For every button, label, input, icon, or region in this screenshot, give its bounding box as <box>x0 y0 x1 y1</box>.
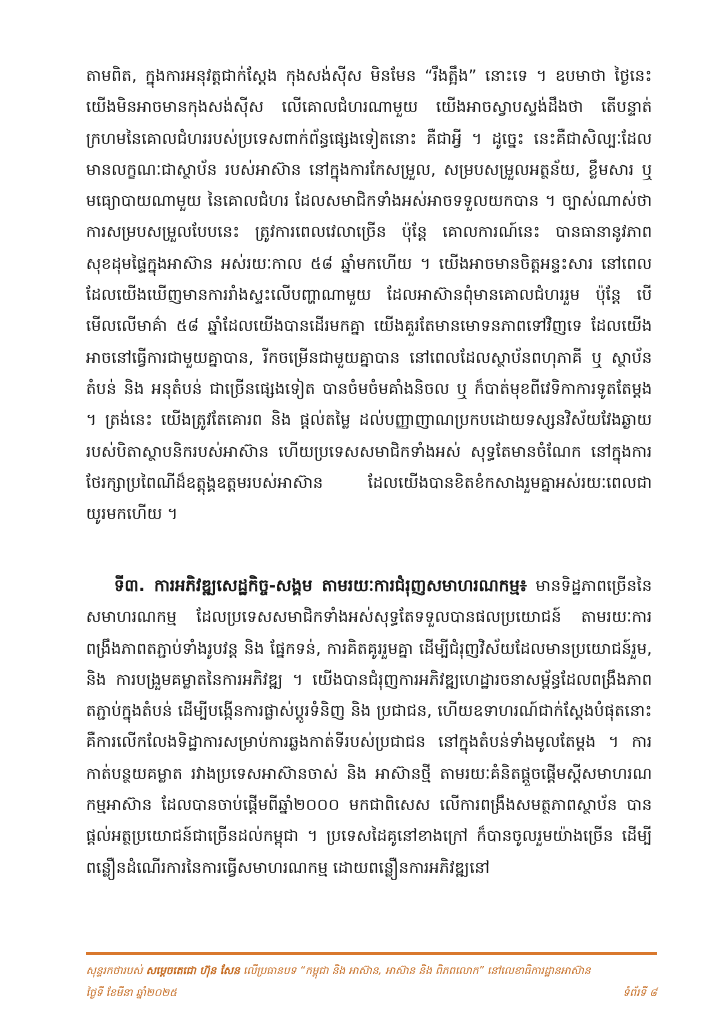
footer-speaker-name: សម្តេចតេជោ ហ៊ុន សែន <box>146 965 240 977</box>
footer-speech-info <box>86 963 657 979</box>
footer-divider <box>86 952 657 955</box>
footer-topic: លើប្រធានបទ “កម្ពុជា និង អាស៊ាន, អាស៊ាន និង ពិភពលោក” នៅលេខាធិការដ្ឋានអាស៊ាន <box>239 965 591 977</box>
page-number: ទំព័រទី ៨ <box>622 987 657 999</box>
footer-prefix: សុន្ទរកថារបស់ <box>86 965 146 977</box>
body-paragraph-1: តាមពិត, ក្នុងការអនុវត្តជាក់ស្តែង កុងសង់ស៊ីស មិនមែន “រឹងត្អឹង” នោះទេ ។ ឧបមាថា ថ្ងៃនេះ យើងមិនអាចមានកុងសង់ស៊ីស លើគោលជំហរណាមួយ យើងអាចស្វាបស្ទង់ដឹងថា តើបន្ទាត់ក្រហមនៃគោលជំហររបស់ប្រទេសពាក់ព័ន្ធផ្សេងទៀតនោះ គឺជាអ្វី ។ ដូច្នេះ នេះគឺជាសិល្បៈដែលមានលក្ខណៈជាស្ថាប័ន របស់អាស៊ាន នៅក្នុងការកែសម្រួល, សម្របសម្រួលអត្ថន័យ, ខ្លឹមសារ ឬមធ្យោបាយណាមួយ នៃគោលជំហរ ដែលសមាជិកទាំងអស់អាចទទួលយកបាន ។ ច្បាស់ណាស់ថា ការសម្របសម្រួលបែបនេះ ត្រូវការពេលវេលាច្រើន ប៉ុន្តែ គោលការណ៍នេះ បានធានានូវភាពសុខដុមផ្ទៃក្នុងអាស៊ាន អស់រយៈកាល ៥៨ ឆ្នាំមកហើយ ។ យើងអាចមានចិត្តអន្ទះសារ នៅពេលដែលយើងឃើញមានការរាំងស្ទះលើបញ្ហាណាមួយ ដែលអាស៊ានពុំមានគោលជំហររួម ប៉ុន្តែ បើមើលលើមាគ៌ា ៥៨ ឆ្នាំដែលយើងបានដើរមកគ្នា យើងគួរតែមានមោទនភាពទៅវិញទេ ដែលយើងអាចនៅធ្វើការជាមួយគ្នាបាន, រីកចម្រើនជាមួយគ្នាបាន នៅពេលដែលស្ថាប័នពហុភាគី ឬ ស្ថាប័នតំបន់ និង អនុតំបន់ ជាច្រើនផ្សេងទៀត បានចំមចំមគាំងនិចល ឬ ក៏បាត់មុខពីវេទិកាការទូតតែម្តង ។ ត្រង់នេះ យើងត្រូវតែគោរព និង ផ្តល់តម្លៃ ដល់បញ្ញាញាណប្រកបដោយទស្សនវិស័យវែងឆ្ងាយរបស់បិតាស្ថាបនិករបស់អាស៊ាន ហើយប្រទេសសមាជិកទាំងអស់ សុទ្ធតែមានចំណែក នៅក្នុងការថែរក្សាប្រពៃណីដ៏ឧត្តុង្គឧត្តមរបស់អាស៊ាន ដែលយើងបានខិតខំកសាងរួមគ្នាអស់រយៈពេលជាយូរមកហើយ ។ <box>86 66 652 524</box>
section-heading-3: ទី៣. ការអភិវឌ្ឍសេដ្ឋកិច្ច-សង្គម តាមរយៈការជំរុញសមាហរណកម្ម៖ <box>114 576 527 595</box>
section-body-text: មានទិដ្ឋភាពច្រើននៃសមាហរណកម្ម ដែលប្រទេសសមាជិកទាំងអស់សុទ្ធតែទទួលបានផលប្រយោជន៍ តាមរយៈការពង្រឹងភាពតភ្ជាប់ទាំងរូបវន្ត និង ផ្នែកទន់, ការគិតគូររួមគ្នា ដើម្បីជំរុញវិស័យដែលមានប្រយោជន៍រួម, និង ការបង្រួមគម្លាតនៃការអភិវឌ្ឍ ។ យើងបានជំរុញការអភិវឌ្ឍហេដ្ឋារចនាសម្ព័ន្ធដែលពង្រឹងភាពតភ្ជាប់ក្នុងតំបន់ ដើម្បីបង្កើនការផ្លាស់ប្តូរទំនិញ និង ប្រជាជន, ហើយឧទាហរណ៍ជាក់ស្តែងបំផុតនោះ គឺការលើកលែងទិដ្ឋាការសម្រាប់ការឆ្លងកាត់ទីរបស់ប្រជាជន នៅក្នុងតំបន់ទាំងមូលតែម្តង ។ ការកាត់បន្ថយគម្លាត រវាងប្រទេសអាស៊ានចាស់ និង អាស៊ានថ្មី តាមរយៈគំនិតផ្តួចផ្តើមស្តីសមាហរណកម្មអាស៊ាន ដែលបានចាប់ផ្តើមពីឆ្នាំ២០០០ មកជាពិសេស លើការពង្រឹងសមត្ថភាពស្ថាប័ន បានផ្តល់អត្ថប្រយោជន៍ជាច្រើនដល់កម្ពុជា ។ ប្រទេសដៃគូនៅខាងក្រៅ ក៏បានចូលរួមយ៉ាងច្រើន ដើម្បីពន្លឿនដំណើរការនៃការធ្វើសមាហរណកម្ម ដោយពន្លឿនការអភិវឌ្ឍនៅ <box>86 576 652 877</box>
footer-date: ថ្ងៃទី ខែមីនា ឆ្នាំ២០២៥ <box>86 987 177 999</box>
body-paragraph-2 <box>86 570 652 883</box>
footer-meta <box>86 985 657 1001</box>
